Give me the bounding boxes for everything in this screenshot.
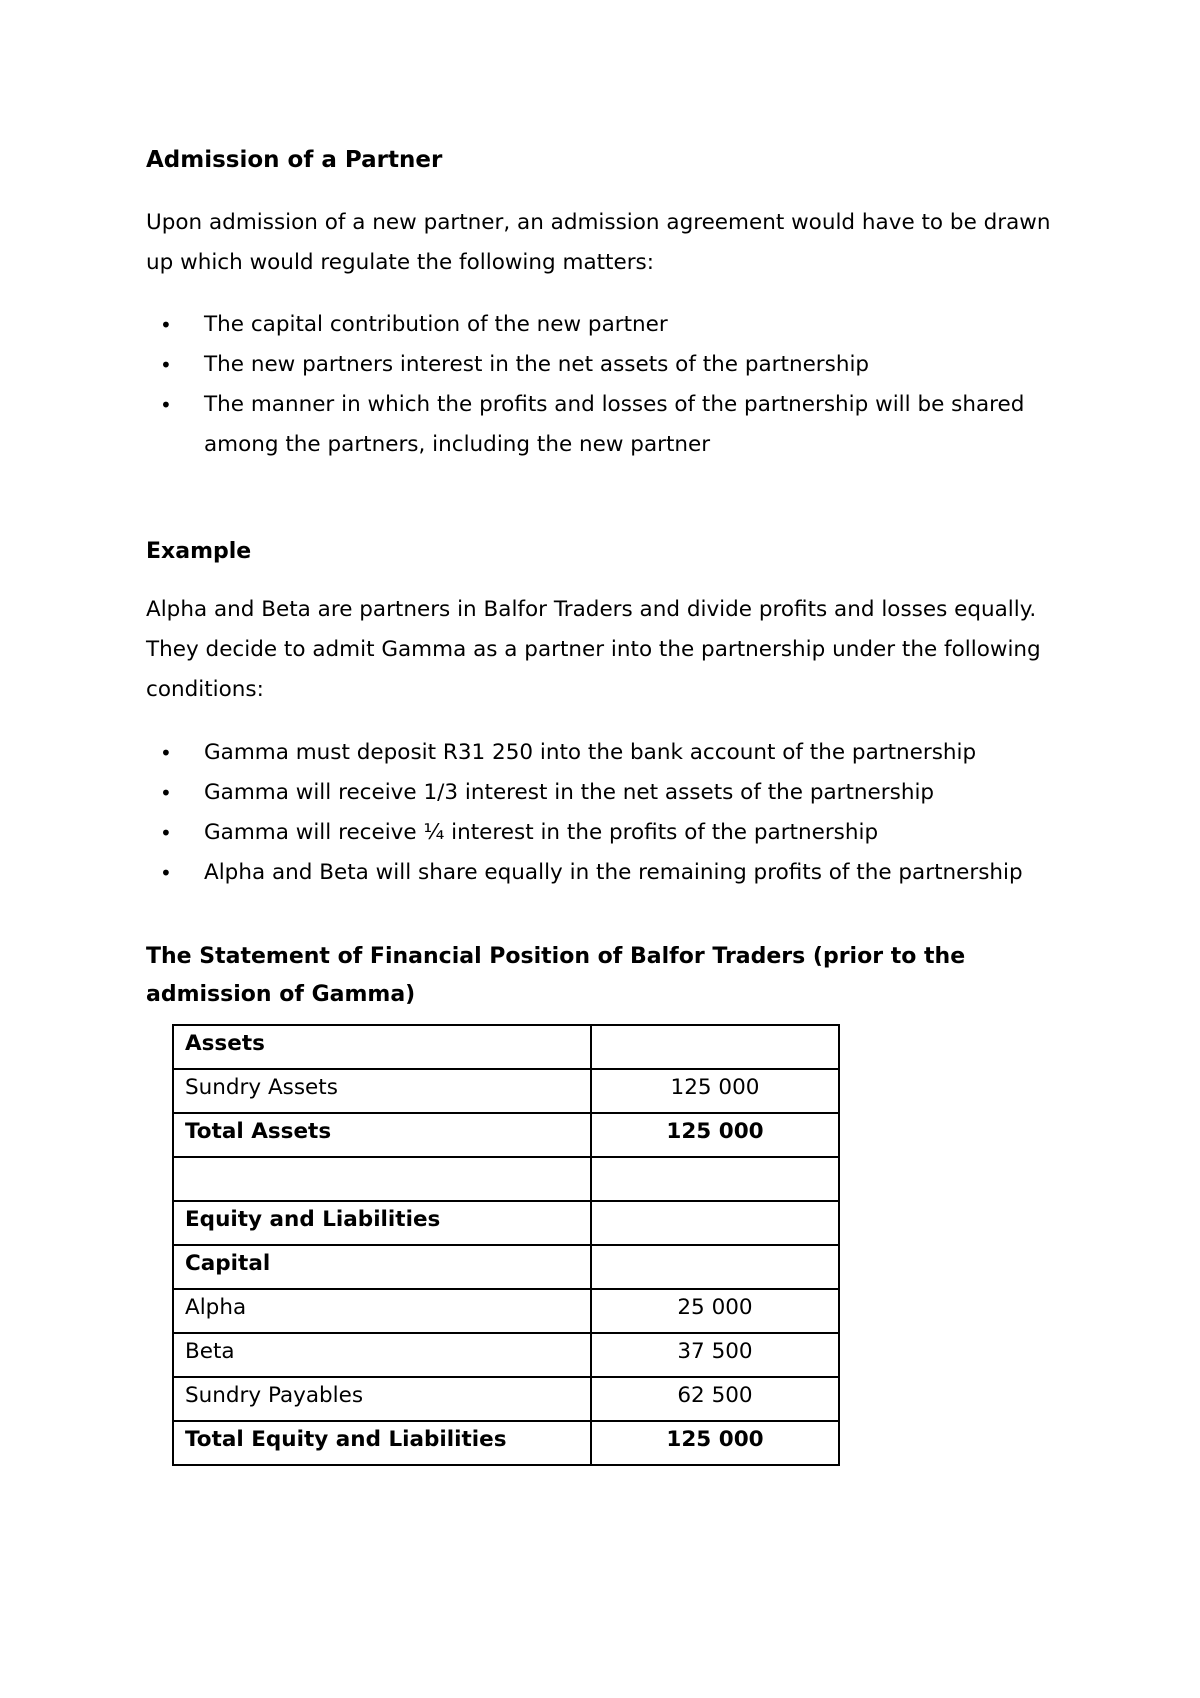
list-item-text: Gamma will receive ¼ interest in the profits of the partnership — [204, 820, 879, 845]
list-item — [146, 305, 1076, 345]
intro-paragraph: Upon admission of a new partner, an admission agreement would have to be drawn up which would regulate the following matters: — [146, 210, 1051, 275]
list-item — [146, 385, 1076, 465]
conditions-list — [146, 733, 1076, 893]
row-label: Sundry Payables — [173, 1377, 591, 1421]
document-title: Admission of a Partner — [146, 147, 443, 173]
list-item — [146, 773, 1076, 813]
table-row — [173, 1421, 839, 1465]
row-label: Sundry Assets — [173, 1069, 591, 1113]
bullet-icon: • — [160, 393, 172, 417]
bullet-icon: • — [160, 781, 172, 805]
row-label: Equity and Liabilities — [173, 1201, 591, 1245]
list-item — [146, 813, 1076, 853]
row-value: 25 000 — [591, 1289, 839, 1333]
bullet-icon: • — [160, 741, 172, 765]
row-value: 125 000 — [591, 1113, 839, 1157]
row-value — [591, 1157, 839, 1201]
list-item-text: The capital contribution of the new partner — [204, 312, 668, 337]
list-item — [146, 345, 1076, 385]
row-label: Assets — [173, 1025, 591, 1069]
table-row — [173, 1333, 839, 1377]
row-label: Total Assets — [173, 1113, 591, 1157]
table-row — [173, 1069, 839, 1113]
row-value: 37 500 — [591, 1333, 839, 1377]
row-label: Alpha — [173, 1289, 591, 1333]
list-item — [146, 853, 1076, 893]
row-value — [591, 1025, 839, 1069]
row-label — [173, 1157, 591, 1201]
row-label: Capital — [173, 1245, 591, 1289]
table-heading: The Statement of Financial Position of Balfor Traders (prior to the admission of Gamma) — [146, 944, 966, 1007]
list-item-text: Gamma will receive 1/3 interest in the net assets of the partnership — [204, 780, 935, 805]
row-label: Beta — [173, 1333, 591, 1377]
table-row — [173, 1245, 839, 1289]
bullet-icon: • — [160, 313, 172, 337]
row-value — [591, 1245, 839, 1289]
table-row — [173, 1113, 839, 1157]
row-value: 125 000 — [591, 1421, 839, 1465]
row-value: 125 000 — [591, 1069, 839, 1113]
bullet-icon: • — [160, 353, 172, 377]
bullet-icon: • — [160, 821, 172, 845]
row-value: 62 500 — [591, 1377, 839, 1421]
financial-position-table — [172, 1024, 840, 1466]
example-paragraph: Alpha and Beta are partners in Balfor Traders and divide profits and losses equally. They decide to admit Gamma as a partner into the partnership under the following conditions: — [146, 597, 1041, 702]
table-row — [173, 1377, 839, 1421]
matters-list — [146, 305, 1076, 465]
table-row — [173, 1157, 839, 1201]
list-item-text: The manner in which the profits and losses of the partnership will be shared among the partners, including the new partner — [204, 392, 1025, 457]
list-item-text: The new partners interest in the net assets of the partnership — [204, 352, 870, 377]
example-heading: Example — [146, 539, 252, 564]
list-item-text: Alpha and Beta will share equally in the remaining profits of the partnership — [204, 860, 1023, 885]
table-row — [173, 1025, 839, 1069]
table-row — [173, 1289, 839, 1333]
table-row — [173, 1201, 839, 1245]
row-value — [591, 1201, 839, 1245]
row-label: Total Equity and Liabilities — [173, 1421, 591, 1465]
list-item — [146, 733, 1076, 773]
bullet-icon: • — [160, 861, 172, 885]
list-item-text: Gamma must deposit R31 250 into the bank account of the partnership — [204, 740, 977, 765]
